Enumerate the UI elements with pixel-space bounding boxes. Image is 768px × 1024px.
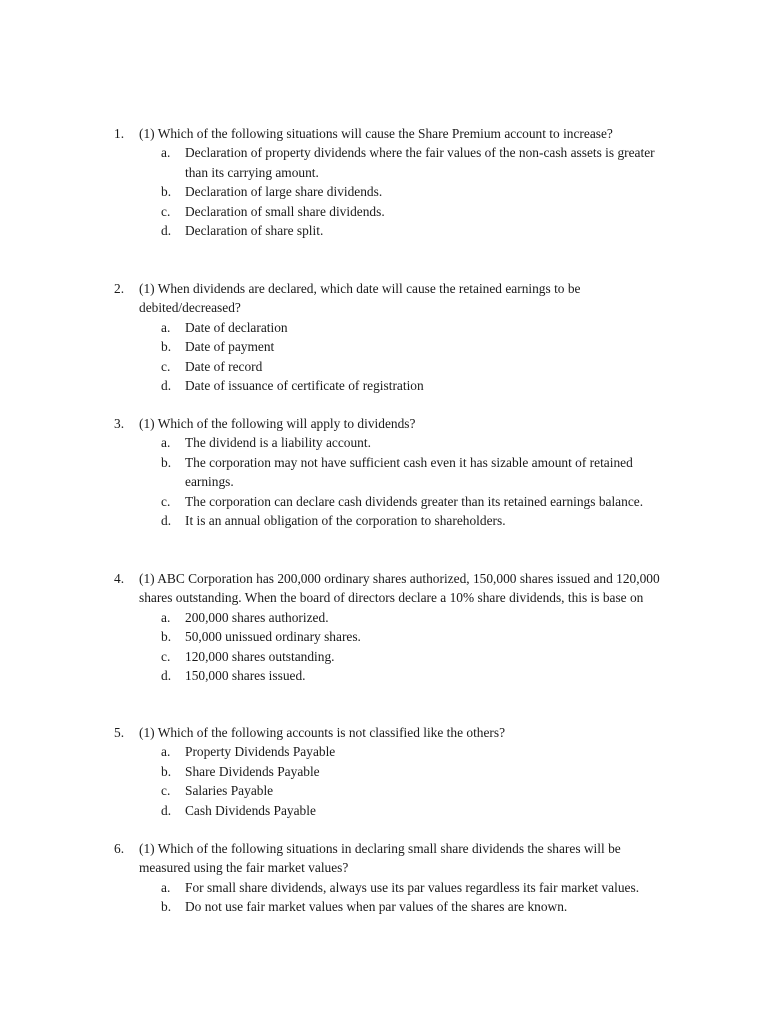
- option-b: [114, 182, 674, 201]
- option-text: 150,000 shares issued.: [185, 668, 306, 684]
- option-letter: c.: [161, 203, 171, 219]
- option-letter: a.: [161, 435, 171, 451]
- option-text: For small share dividends, always use its par values regardless its fair market values.: [185, 879, 640, 895]
- option-d: [114, 511, 674, 530]
- option-letter: d.: [161, 378, 172, 394]
- option-letter: a.: [161, 319, 171, 335]
- question-number: 5.: [114, 725, 125, 740]
- question-text: (1) ABC Corporation has 200,000 ordinary shares authorized, 150,000 shares issued and 120,000 shares outstanding. When the board of directors declare a 10% share dividends, this is base on: [139, 571, 660, 606]
- option-d: [114, 221, 674, 240]
- option-text: Cash Dividends Payable: [185, 802, 316, 818]
- option-a: [114, 433, 674, 452]
- option-text: Date of record: [185, 358, 263, 374]
- option-text: 50,000 unissued ordinary shares.: [185, 629, 361, 645]
- option-letter: a.: [161, 609, 171, 625]
- option-b: [114, 897, 674, 916]
- question-stem: [114, 569, 674, 608]
- option-text: Date of payment: [185, 339, 275, 355]
- option-letter: b.: [161, 454, 172, 470]
- option-d: [114, 376, 674, 395]
- option-letter: a.: [161, 744, 171, 760]
- question-3: [114, 414, 674, 530]
- option-list: [114, 742, 674, 820]
- option-letter: a.: [161, 145, 171, 161]
- option-text: 120,000 shares outstanding.: [185, 648, 335, 664]
- question-number: 4.: [114, 571, 125, 586]
- option-a: [114, 318, 674, 337]
- option-letter: c.: [161, 648, 171, 664]
- option-text: The dividend is a liability account.: [185, 435, 371, 451]
- option-text: Declaration of small share dividends.: [185, 203, 385, 219]
- option-c: [114, 647, 674, 666]
- option-letter: b.: [161, 184, 172, 200]
- option-letter: a.: [161, 879, 171, 895]
- option-list: [114, 433, 674, 530]
- question-1: [114, 124, 674, 240]
- option-text: Salaries Payable: [185, 783, 274, 799]
- option-c: [114, 492, 674, 511]
- option-d: [114, 666, 674, 685]
- option-text: The corporation may not have sufficient cash even it has sizable amount of retained earnings.: [185, 454, 633, 490]
- option-d: [114, 801, 674, 820]
- option-letter: d.: [161, 802, 172, 818]
- question-text: (1) Which of the following situations in declaring small share dividends the shares will be measured using the fair market values?: [139, 841, 621, 876]
- option-text: Do not use fair market values when par values of the shares are known.: [185, 899, 568, 915]
- option-letter: d.: [161, 223, 172, 239]
- option-c: [114, 202, 674, 221]
- option-letter: c.: [161, 493, 171, 509]
- option-text: Property Dividends Payable: [185, 744, 336, 760]
- option-text: Declaration of large share dividends.: [185, 184, 383, 200]
- option-text: The corporation can declare cash dividends greater than its retained earnings balance.: [185, 493, 644, 509]
- question-text: (1) Which of the following accounts is not classified like the others?: [139, 725, 506, 740]
- option-list: [114, 143, 674, 240]
- option-b: [114, 627, 674, 646]
- option-letter: b.: [161, 763, 172, 779]
- question-text: (1) When dividends are declared, which date will cause the retained earnings to be debited/decreased?: [139, 281, 581, 316]
- question-number: 3.: [114, 416, 125, 431]
- option-text: Declaration of share split.: [185, 223, 324, 239]
- option-a: [114, 143, 674, 182]
- option-text: Date of declaration: [185, 319, 288, 335]
- option-a: [114, 878, 674, 897]
- option-text: 200,000 shares authorized.: [185, 609, 329, 625]
- option-c: [114, 781, 674, 800]
- option-list: [114, 878, 674, 917]
- question-4: [114, 569, 674, 685]
- option-letter: c.: [161, 783, 171, 799]
- question-stem: [114, 124, 674, 143]
- option-text: Share Dividends Payable: [185, 763, 320, 779]
- option-letter: c.: [161, 358, 171, 374]
- question-text: (1) Which of the following will apply to dividends?: [139, 416, 416, 431]
- option-letter: b.: [161, 629, 172, 645]
- question-stem: [114, 279, 674, 318]
- question-6: [114, 839, 674, 917]
- option-b: [114, 762, 674, 781]
- option-c: [114, 357, 674, 376]
- question-stem: [114, 414, 674, 433]
- question-number: 6.: [114, 841, 125, 856]
- question-stem: [114, 839, 674, 878]
- option-a: [114, 608, 674, 627]
- option-letter: d.: [161, 668, 172, 684]
- option-a: [114, 742, 674, 761]
- question-number: 1.: [114, 126, 125, 141]
- question-stem: [114, 723, 674, 742]
- option-list: [114, 318, 674, 396]
- option-letter: b.: [161, 339, 172, 355]
- option-text: Date of issuance of certificate of registration: [185, 378, 424, 394]
- option-text: It is an annual obligation of the corporation to shareholders.: [185, 513, 506, 529]
- option-b: [114, 453, 674, 492]
- option-letter: b.: [161, 899, 172, 915]
- option-text: Declaration of property dividends where the fair values of the non-cash assets is greater than its carrying amount.: [185, 145, 655, 180]
- question-number: 2.: [114, 281, 125, 296]
- option-b: [114, 337, 674, 356]
- question-5: [114, 723, 674, 820]
- question-text: (1) Which of the following situations will cause the Share Premium account to increase?: [139, 126, 613, 141]
- question-2: [114, 279, 674, 395]
- option-letter: d.: [161, 513, 172, 529]
- option-list: [114, 608, 674, 686]
